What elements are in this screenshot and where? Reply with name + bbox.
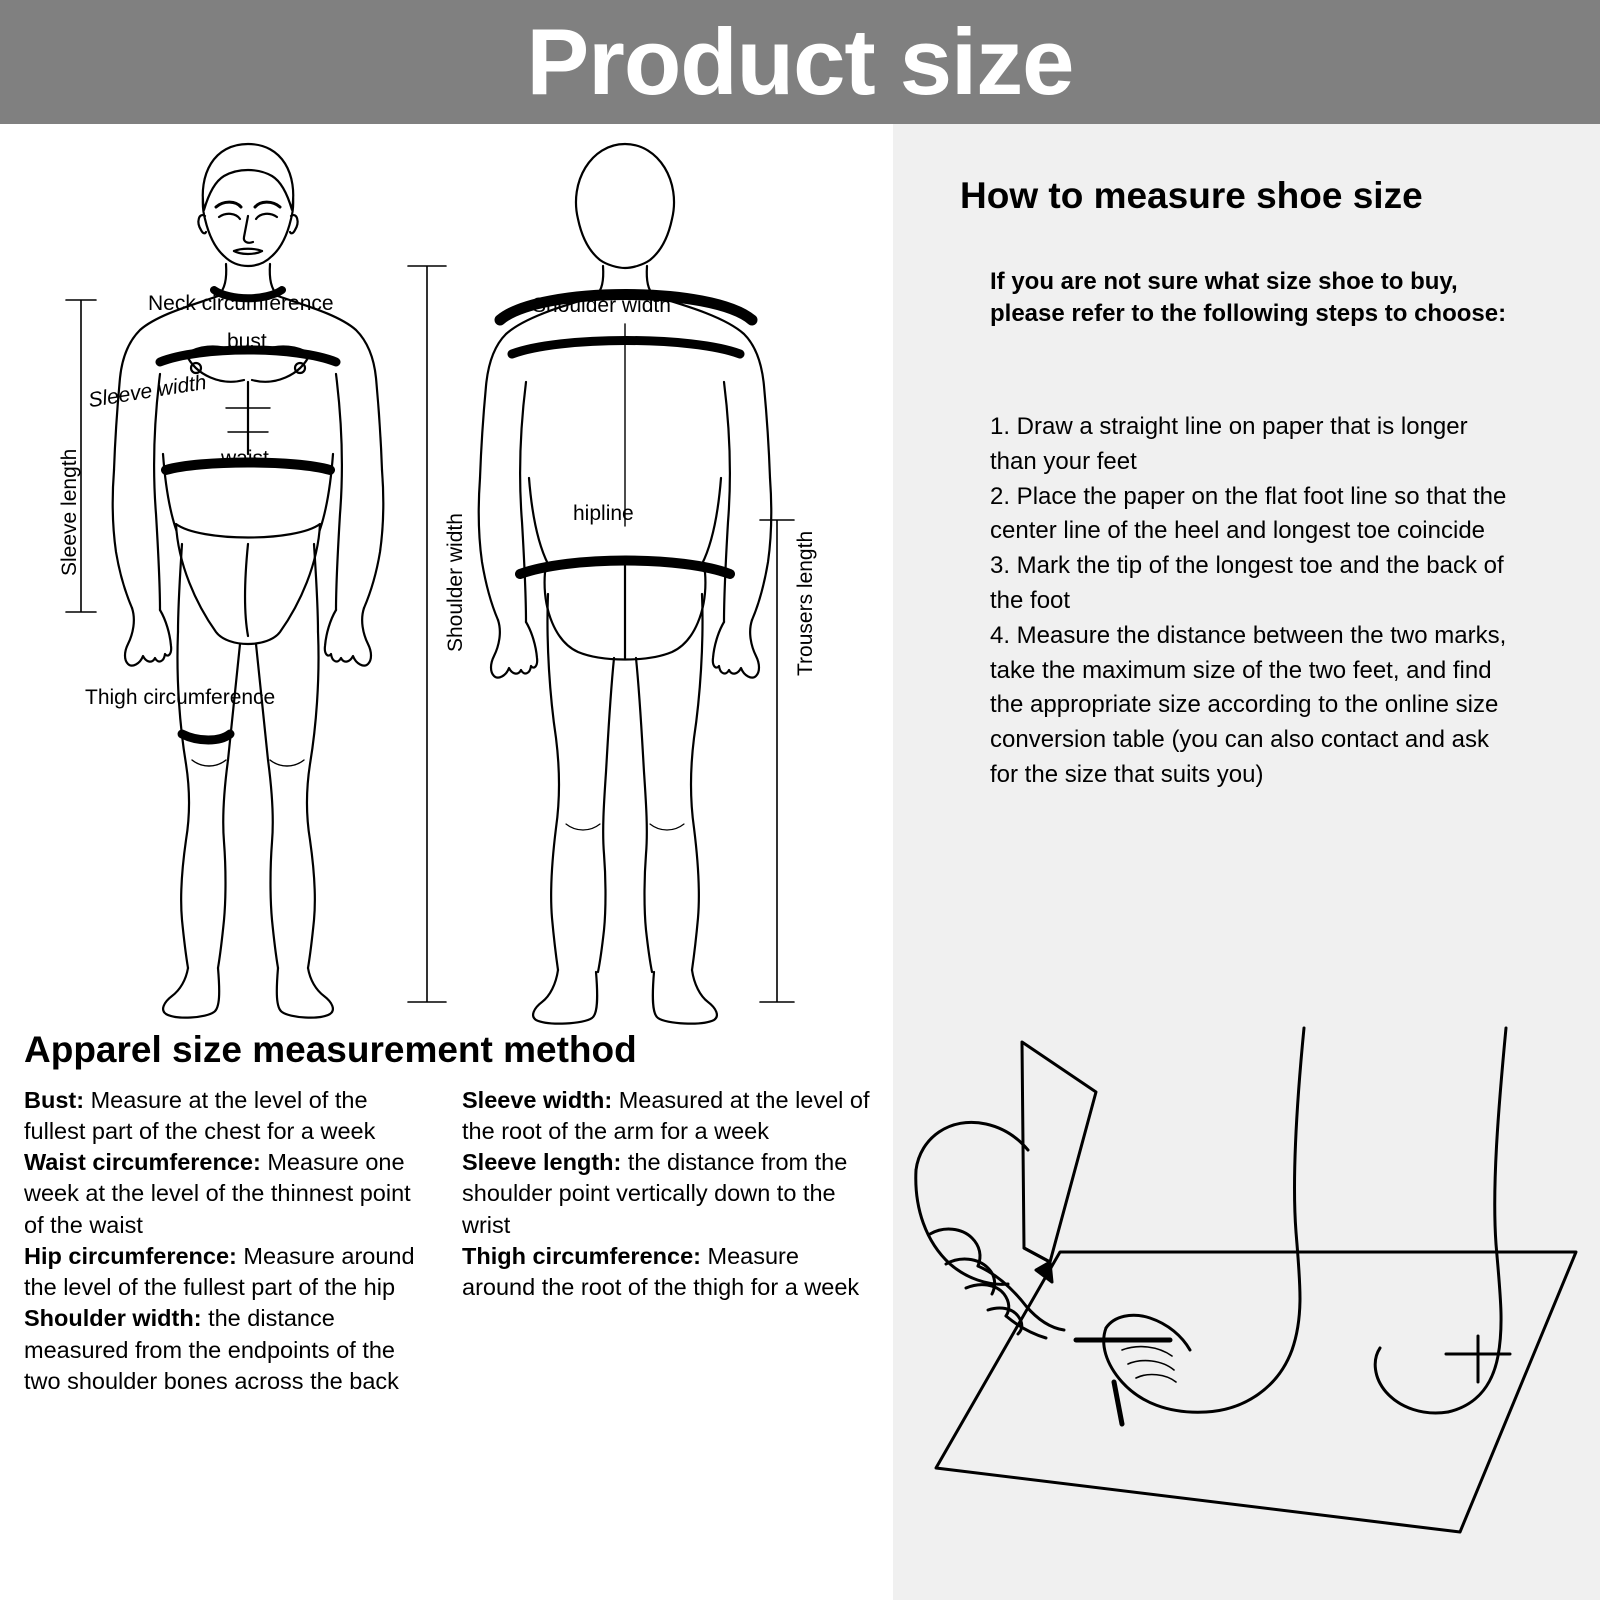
label-trousers-length: Trousers length [794,530,817,676]
label-bust: bust [227,330,267,353]
apparel-item [24,1241,434,1304]
label-neck-circumference: Neck circumference [148,292,334,315]
label-hipline: hipline [573,502,634,525]
apparel-item [462,1241,872,1304]
apparel-term: Sleeve length: [462,1149,622,1176]
apparel-item [24,1303,434,1397]
apparel-desc: Measure one week at the level of the thinnest point of the waist [24,1149,411,1238]
apparel-item [24,1147,434,1241]
apparel-term: Thigh circumference: [462,1242,701,1269]
apparel-term: Shoulder width: [24,1305,202,1332]
foot-tracing-svg [900,1020,1600,1590]
shoe-step: 2. Place the paper on the flat foot line so that the center line of the heel and longest toe coincide [990,482,1507,545]
label-shoulder-width-vertical: Shoulder width [444,513,467,652]
apparel-columns [0,1085,880,1398]
foot-tracing-illustration [900,1020,1600,1590]
apparel-measurement-section [0,1030,880,1397]
shoe-section-title: How to measure shoe size [960,175,1423,216]
page-title: Product size [526,9,1074,114]
apparel-item [24,1085,434,1148]
apparel-item [462,1147,872,1241]
apparel-desc: Measured at the level of the root of the arm for a week [462,1086,870,1144]
apparel-term: Waist circumference: [24,1149,261,1176]
apparel-item [462,1085,872,1148]
shoe-step: 3. Mark the tip of the longest toe and the back of the foot [990,552,1504,614]
label-sleeve-length: Sleeve length [58,448,81,576]
apparel-term: Sleeve width: [462,1086,613,1113]
label-sleeve-width: Sleeve width [86,370,209,413]
apparel-desc: the distance measured from the endpoints of the two shoulder bones across the back [24,1305,399,1394]
apparel-desc: Measure at the level of the fullest part of the chest for a week [24,1086,376,1144]
apparel-term: Hip circumference: [24,1242,237,1269]
label-waist: waist [221,447,269,470]
header-banner [0,0,1600,124]
apparel-term: Bust: [24,1086,85,1113]
shoe-steps-list [990,410,1510,793]
body-measurement-illustration [0,124,893,1034]
apparel-desc: the distance from the shoulder point vertically down to the wrist [462,1149,848,1238]
shoe-step: 4. Measure the distance between the two marks, take the maximum size of the two feet, and find the appropriate size according to the online size conversion table (you can also contact and ask for the size that suits you) [990,621,1507,788]
label-shoulder-width-back: Shoulder width [532,294,671,317]
apparel-desc: Measure around the level of the fullest part of the hip [24,1242,415,1301]
apparel-right-column [462,1085,872,1398]
label-thigh-circumference: Thigh circumference [85,686,276,709]
apparel-left-column [24,1085,434,1398]
shoe-intro-text: If you are not sure what size shoe to buy, please refer to the following steps to choose: [990,268,1507,328]
shoe-step: 1. Draw a straight line on paper that is longer than your feet [990,413,1468,475]
apparel-desc: Measure around the root of the thigh for a week [462,1242,860,1301]
apparel-section-title: Apparel size measurement method [24,1029,637,1070]
